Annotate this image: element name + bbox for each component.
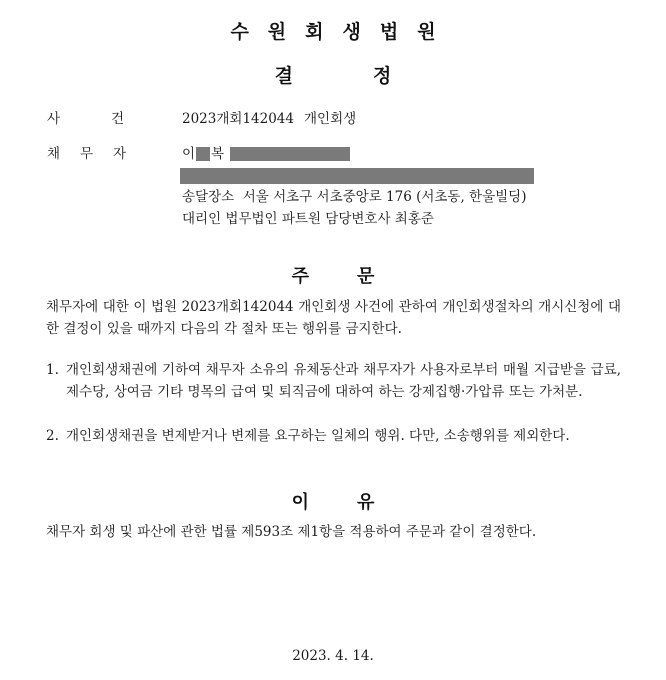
decision-date: 2023. 4. 14. (292, 648, 374, 664)
reason-body: 채무자 회생 및 파산에 관한 법률 제593조 제1항을 적용하여 주문과 같이 결정한다. (46, 524, 537, 540)
redaction-block (196, 147, 210, 161)
reason-heading: 이유 (291, 492, 423, 513)
case-type: 개인회생 (303, 111, 357, 127)
item-number: 1. (46, 362, 59, 378)
case-number: 2023개회142044 (182, 111, 294, 127)
redaction-block (180, 168, 534, 184)
debtor-name-first: 이 (182, 146, 196, 162)
debtor-name-second: 복 (211, 146, 225, 162)
case-label-char: 건 (111, 111, 125, 127)
item-number: 2. (46, 428, 59, 444)
court-name: 수원회생법원 (230, 21, 455, 43)
case-number-line (182, 108, 356, 130)
item-text: 개인회생채권에 기하여 채무자 소유의 유체동산과 채무자가 사용자로부터 매월 지급받을 급료, 제수당, 상여금 기타 명목의 급여 및 퇴직금에 대하여 하는 강제집행·가압류 또는 가처분. (66, 362, 621, 400)
debtor-label-char: 채 (47, 146, 61, 162)
redaction-block (230, 147, 350, 161)
service-address: 송달장소 서울 서초구 서초중앙로 176 (서초동, 한울빌딩) (182, 189, 527, 205)
ruling-item (46, 425, 621, 447)
debtor-label-char: 자 (113, 146, 127, 162)
ruling-body: 채무자에 대한 이 법원 2023개회142044 개인회생 사건에 관하여 개인회생절차의 개시신청에 대한 결정이 있을 때까지 다음의 각 절차 또는 행위를 금지한다. (46, 299, 621, 337)
ruling-item (46, 359, 621, 403)
ruling-heading: 주문 (291, 266, 423, 287)
item-text: 개인회생채권을 변제받거나 변제를 요구하는 일체의 행위. 다만, 소송행위를 제외한다. (66, 428, 570, 444)
debtor-label-char: 무 (80, 146, 94, 162)
case-label-char: 사 (47, 111, 61, 127)
document-title: 결정 (274, 65, 472, 87)
legal-agent: 대리인 법무법인 파트원 담당변호사 최홍준 (182, 211, 434, 227)
